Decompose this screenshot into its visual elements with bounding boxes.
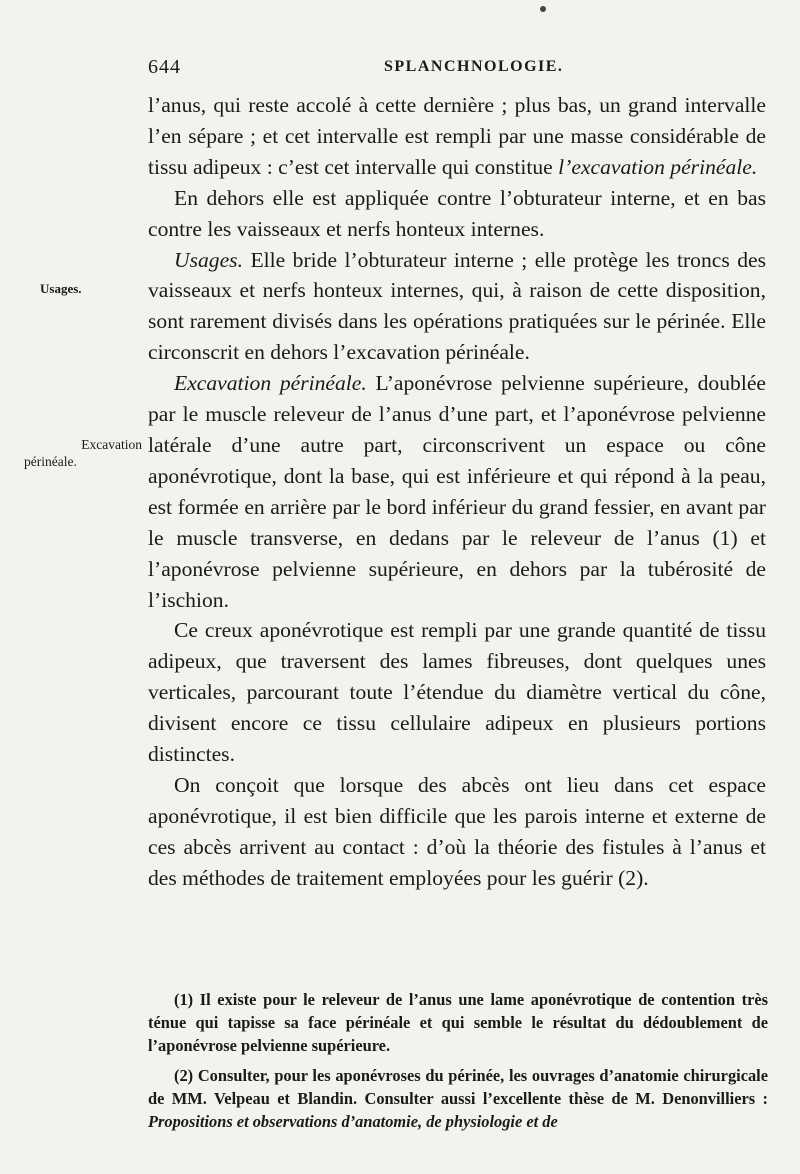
footnote-2-text: (2) Consulter, pour les aponévroses du périnée, les ouvrages d’anatomie chirurgicale de MM. Velpeau et Blandin. Consulter aussi l’excellente thèse de M. Denonvilliers :	[148, 1066, 768, 1108]
paragraph-5: Ce creux aponévrotique est rempli par une grande quantité de tissu adipeux, que traversent des lames fibreuses, dont quelques unes verticales, parcourant toute l’étendue du diamètre vertical du cône, divisent encore ce tissu cellulaire adipeux en plusieurs portions distinctes.	[148, 618, 766, 767]
margin-note-excavation-line2: périnéale.	[24, 454, 77, 469]
paragraph-4-heading: Excavation périnéale.	[174, 371, 367, 396]
paragraph-3-heading: Usages.	[174, 247, 243, 272]
paragraph-1	[148, 90, 766, 183]
footnote-2-title: Propositions et observations d’anatomie, de physiologie et de	[148, 1112, 558, 1131]
footnote-1: (1) Il existe pour le releveur de l’anus une lame aponévrotique de contention très ténue qui tapisse sa face périnéale et qui semble le résultat du dédoublement de l’aponévrose pelvienne supérieure.	[148, 990, 768, 1055]
paragraph-4	[148, 368, 766, 615]
margin-note-usages: Usages.	[40, 281, 82, 296]
main-text	[148, 90, 766, 894]
page-number: 644	[148, 56, 181, 78]
paragraph-6: On conçoit que lorsque des abcès ont lieu dans cet espace aponévrotique, il est bien difficile que les parois interne et externe de ces abcès arrivent au contact : d’où la théorie des fistules à l’anus et des méthodes de traitement employées pour les guérir (2).	[148, 772, 766, 890]
paragraph-1-text: l’anus, qui reste accolé à cette dernière ; plus bas, un grand intervalle l’en sépare ; et cet intervalle est rempli par une masse considérable de tissu adipeux : c’est cet intervalle qui constitue	[148, 93, 766, 179]
footnote-2	[148, 1064, 768, 1133]
paragraph-2: En dehors elle est appliquée contre l’obturateur interne, et en bas contre les vaisseaux et nerfs honteux internes.	[148, 185, 766, 241]
running-title: SPLANCHNOLOGIE.	[384, 58, 564, 75]
paragraph-4-text: L’aponévrose pelvienne supérieure, doublée par le muscle releveur de l’anus d’une part, et l’aponévrose pelvienne latérale d’une autre part, circonscrivent un espace ou cône aponévrotique, dont la base, qui est inférieure et qui répond à la peau, est formée en arrière par le bord inférieur du grand fessier, en avant par le muscle transverse, en dedans par le releveur de l’anus (1) et l’aponévrose pelvienne supérieure, en dehors par la tubérosité de l’ischion.	[148, 371, 766, 612]
ink-speck	[540, 6, 546, 12]
paragraph-3-text: Elle bride l’obturateur interne ; elle protège les troncs des vaisseaux et nerfs honteux internes, qui, à raison de cette disposition, sont rarement divisés dans les opérations pratiquées sur le périnée. Elle circonscrit en dehors l’excavation périnéale.	[148, 247, 766, 365]
page-header	[148, 56, 768, 84]
paragraph-1-emphasis: l’excavation périnéale.	[558, 154, 758, 179]
footnotes	[148, 988, 768, 1140]
margin-note-excavation	[24, 436, 142, 470]
paragraph-3	[148, 245, 766, 369]
margin-note-excavation-line1: Excavation	[81, 437, 142, 452]
